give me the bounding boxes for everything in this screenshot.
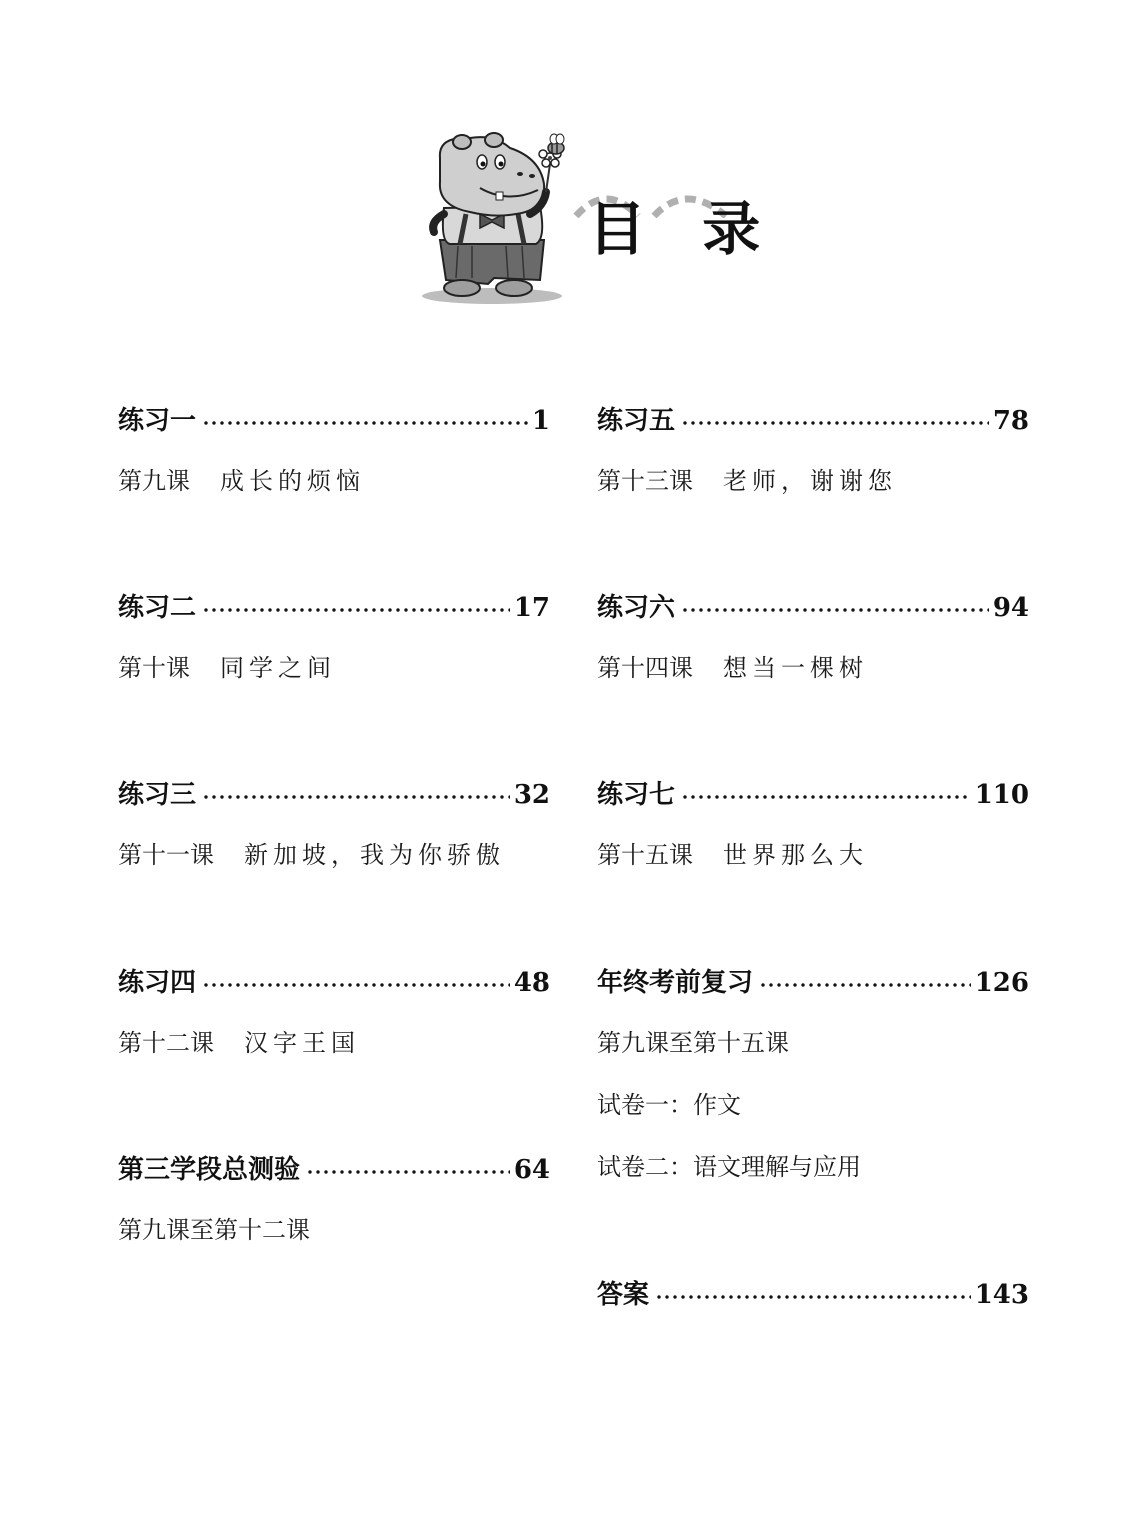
lesson-number: 第十三课: [597, 467, 693, 495]
dot-leader: [202, 421, 528, 425]
dot-leader: [681, 421, 989, 425]
paper-one-line: 试卷一：作文: [597, 1091, 741, 1119]
entry-label: 练习七: [597, 780, 676, 810]
dot-leader: [655, 1295, 971, 1299]
entry-page-number: 110: [974, 780, 1029, 810]
lesson-number: 第十二课: [118, 1029, 214, 1057]
lesson-number: 第十五课: [597, 841, 693, 869]
entry-page-number: 1: [531, 406, 550, 436]
dot-leader: [759, 983, 971, 987]
lesson-number: 第十四课: [597, 654, 693, 682]
toc-entry[interactable]: [597, 778, 1029, 870]
entry-page-number: 48: [513, 968, 550, 998]
entry-label: 练习六: [597, 593, 676, 623]
entry-label: 练习四: [118, 968, 197, 998]
lesson-title: 同学之间: [220, 654, 336, 682]
dot-leader: [202, 983, 510, 987]
lesson-title: 世界那么大: [723, 841, 868, 869]
lesson-range: 第九课至第十二课: [118, 1216, 310, 1244]
dot-leader: [306, 1170, 510, 1174]
entry-label: 练习二: [118, 593, 197, 623]
entry-page-number: 78: [992, 406, 1029, 436]
dot-leader: [202, 608, 510, 612]
page-title: 目 录: [588, 195, 779, 263]
lesson-line: [118, 1028, 550, 1058]
lesson-title: 汉字王国: [244, 1029, 360, 1057]
lesson-line: [597, 653, 1029, 683]
entry-label: 练习一: [118, 406, 197, 436]
entry-label: 答案: [597, 1280, 650, 1310]
lesson-line: [597, 466, 1029, 496]
toc-entry[interactable]: [118, 404, 550, 496]
lesson-number: 第九课: [118, 467, 190, 495]
dot-leader: [681, 608, 989, 612]
lesson-line: [118, 653, 550, 683]
toc-entry[interactable]: [597, 591, 1029, 683]
lesson-number: 第十一课: [118, 841, 214, 869]
toc-entry[interactable]: [118, 1153, 550, 1245]
toc-entry[interactable]: [118, 591, 550, 683]
entry-label: 练习三: [118, 780, 197, 810]
toc-entry[interactable]: [118, 778, 550, 870]
lesson-title: 想当一棵树: [723, 654, 868, 682]
lesson-title: 老师，谢谢您: [723, 467, 897, 495]
lesson-line: [597, 840, 1029, 870]
lesson-line: [118, 840, 550, 870]
lesson-line: [118, 466, 550, 496]
entry-page-number: 32: [513, 780, 550, 810]
entry-label: 年终考前复习: [597, 968, 754, 998]
lesson-title: 成长的烦恼: [220, 467, 365, 495]
paper-two-line: 试卷二：语文理解与应用: [597, 1153, 861, 1181]
dot-leader: [681, 795, 971, 799]
entry-page-number: 126: [974, 968, 1029, 998]
entry-label: 练习五: [597, 406, 676, 436]
toc-entry[interactable]: [597, 404, 1029, 496]
entry-page-number: 143: [974, 1280, 1029, 1310]
toc-entry[interactable]: [118, 966, 550, 1058]
toc-entry[interactable]: [597, 966, 1029, 1182]
dot-leader: [202, 795, 510, 799]
hippo-mascot-illustration: [410, 128, 590, 306]
lesson-title: 新加坡，我为你骄傲: [244, 841, 505, 869]
entry-page-number: 17: [513, 593, 550, 623]
lesson-range: 第九课至第十五课: [597, 1029, 789, 1057]
toc-entry[interactable]: [597, 1278, 1029, 1312]
entry-label: 第三学段总测验: [118, 1155, 301, 1185]
lesson-number: 第十课: [118, 654, 190, 682]
entry-page-number: 64: [513, 1155, 550, 1185]
entry-page-number: 94: [992, 593, 1029, 623]
